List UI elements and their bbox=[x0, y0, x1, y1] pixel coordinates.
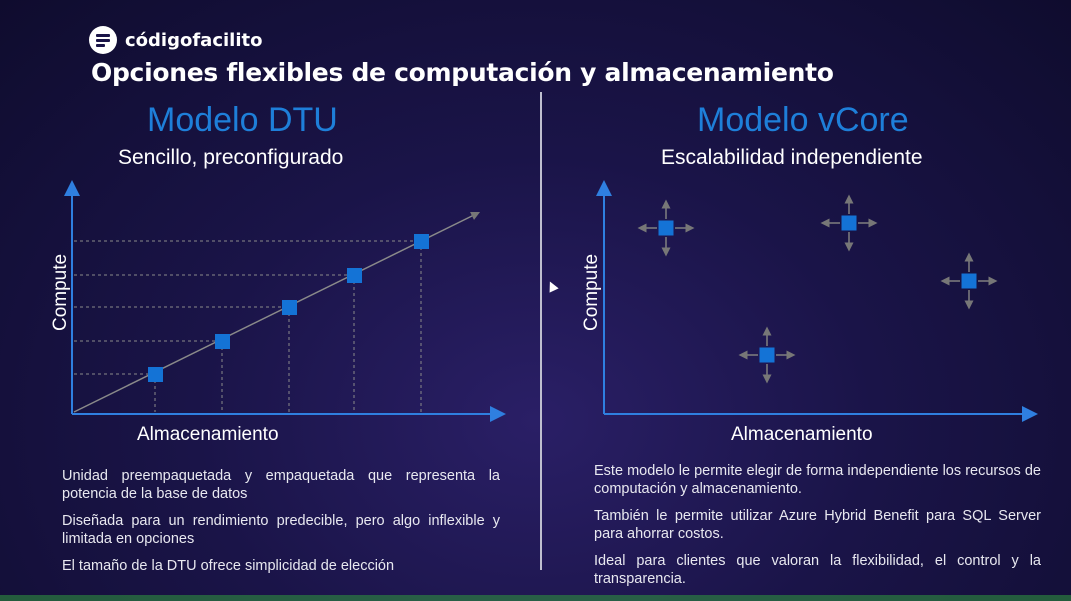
brand-name: códigofacilito bbox=[125, 29, 263, 51]
dtu-bullet-2: Diseñada para un rendimiento predecible, pero algo inflexible y limitada en opciones bbox=[62, 513, 500, 547]
dtu-tier-4 bbox=[347, 268, 362, 283]
dtu-subtitle: Sencillo, preconfigurado bbox=[118, 146, 344, 169]
dtu-bullets bbox=[62, 467, 500, 584]
vcore-bullet-1: Este modelo le permite elegir de forma independiente los recursos de computación y almacenamiento. bbox=[594, 463, 1041, 497]
dtu-bullet-1: Unidad preempaquetada y empaquetada que representa la potencia de la base de datos bbox=[62, 468, 500, 502]
dtu-bullet-3: El tamaño de la DTU ofrece simplicidad de elección bbox=[62, 558, 395, 574]
bottom-bar bbox=[0, 595, 1071, 601]
vcore-bullet-2: También le permite utilizar Azure Hybrid Benefit para SQL Server para ahorrar costos. bbox=[594, 508, 1041, 542]
dtu-x-axis-label: Almacenamiento bbox=[137, 424, 279, 445]
dtu-y-axis-label: Compute bbox=[50, 253, 71, 331]
vcore-node-3 bbox=[945, 257, 993, 305]
vcore-model-title: Modelo vCore bbox=[697, 101, 909, 139]
dtu-chart bbox=[72, 188, 498, 414]
vcore-bullet-3: Ideal para clientes que valoran la flexibilidad, el control y la transparencia. bbox=[594, 553, 1041, 587]
dtu-tier-1 bbox=[148, 367, 163, 382]
vcore-chart bbox=[604, 188, 1030, 414]
vcore-node-2 bbox=[825, 199, 873, 247]
dtu-tier-5 bbox=[414, 234, 429, 249]
dtu-model-title: Modelo DTU bbox=[147, 101, 338, 139]
dtu-tier-3 bbox=[282, 300, 297, 315]
vcore-node-1 bbox=[642, 204, 690, 252]
vcore-subtitle: Escalabilidad independiente bbox=[661, 146, 923, 169]
vcore-bullets bbox=[594, 462, 1041, 597]
slide-title: Opciones flexibles de computación y almacenamiento bbox=[91, 58, 834, 87]
vcore-x-axis-label: Almacenamiento bbox=[731, 424, 873, 445]
vcore-node-4 bbox=[743, 331, 791, 379]
dtu-tier-2 bbox=[215, 334, 230, 349]
vcore-y-axis-label: Compute bbox=[581, 253, 602, 331]
